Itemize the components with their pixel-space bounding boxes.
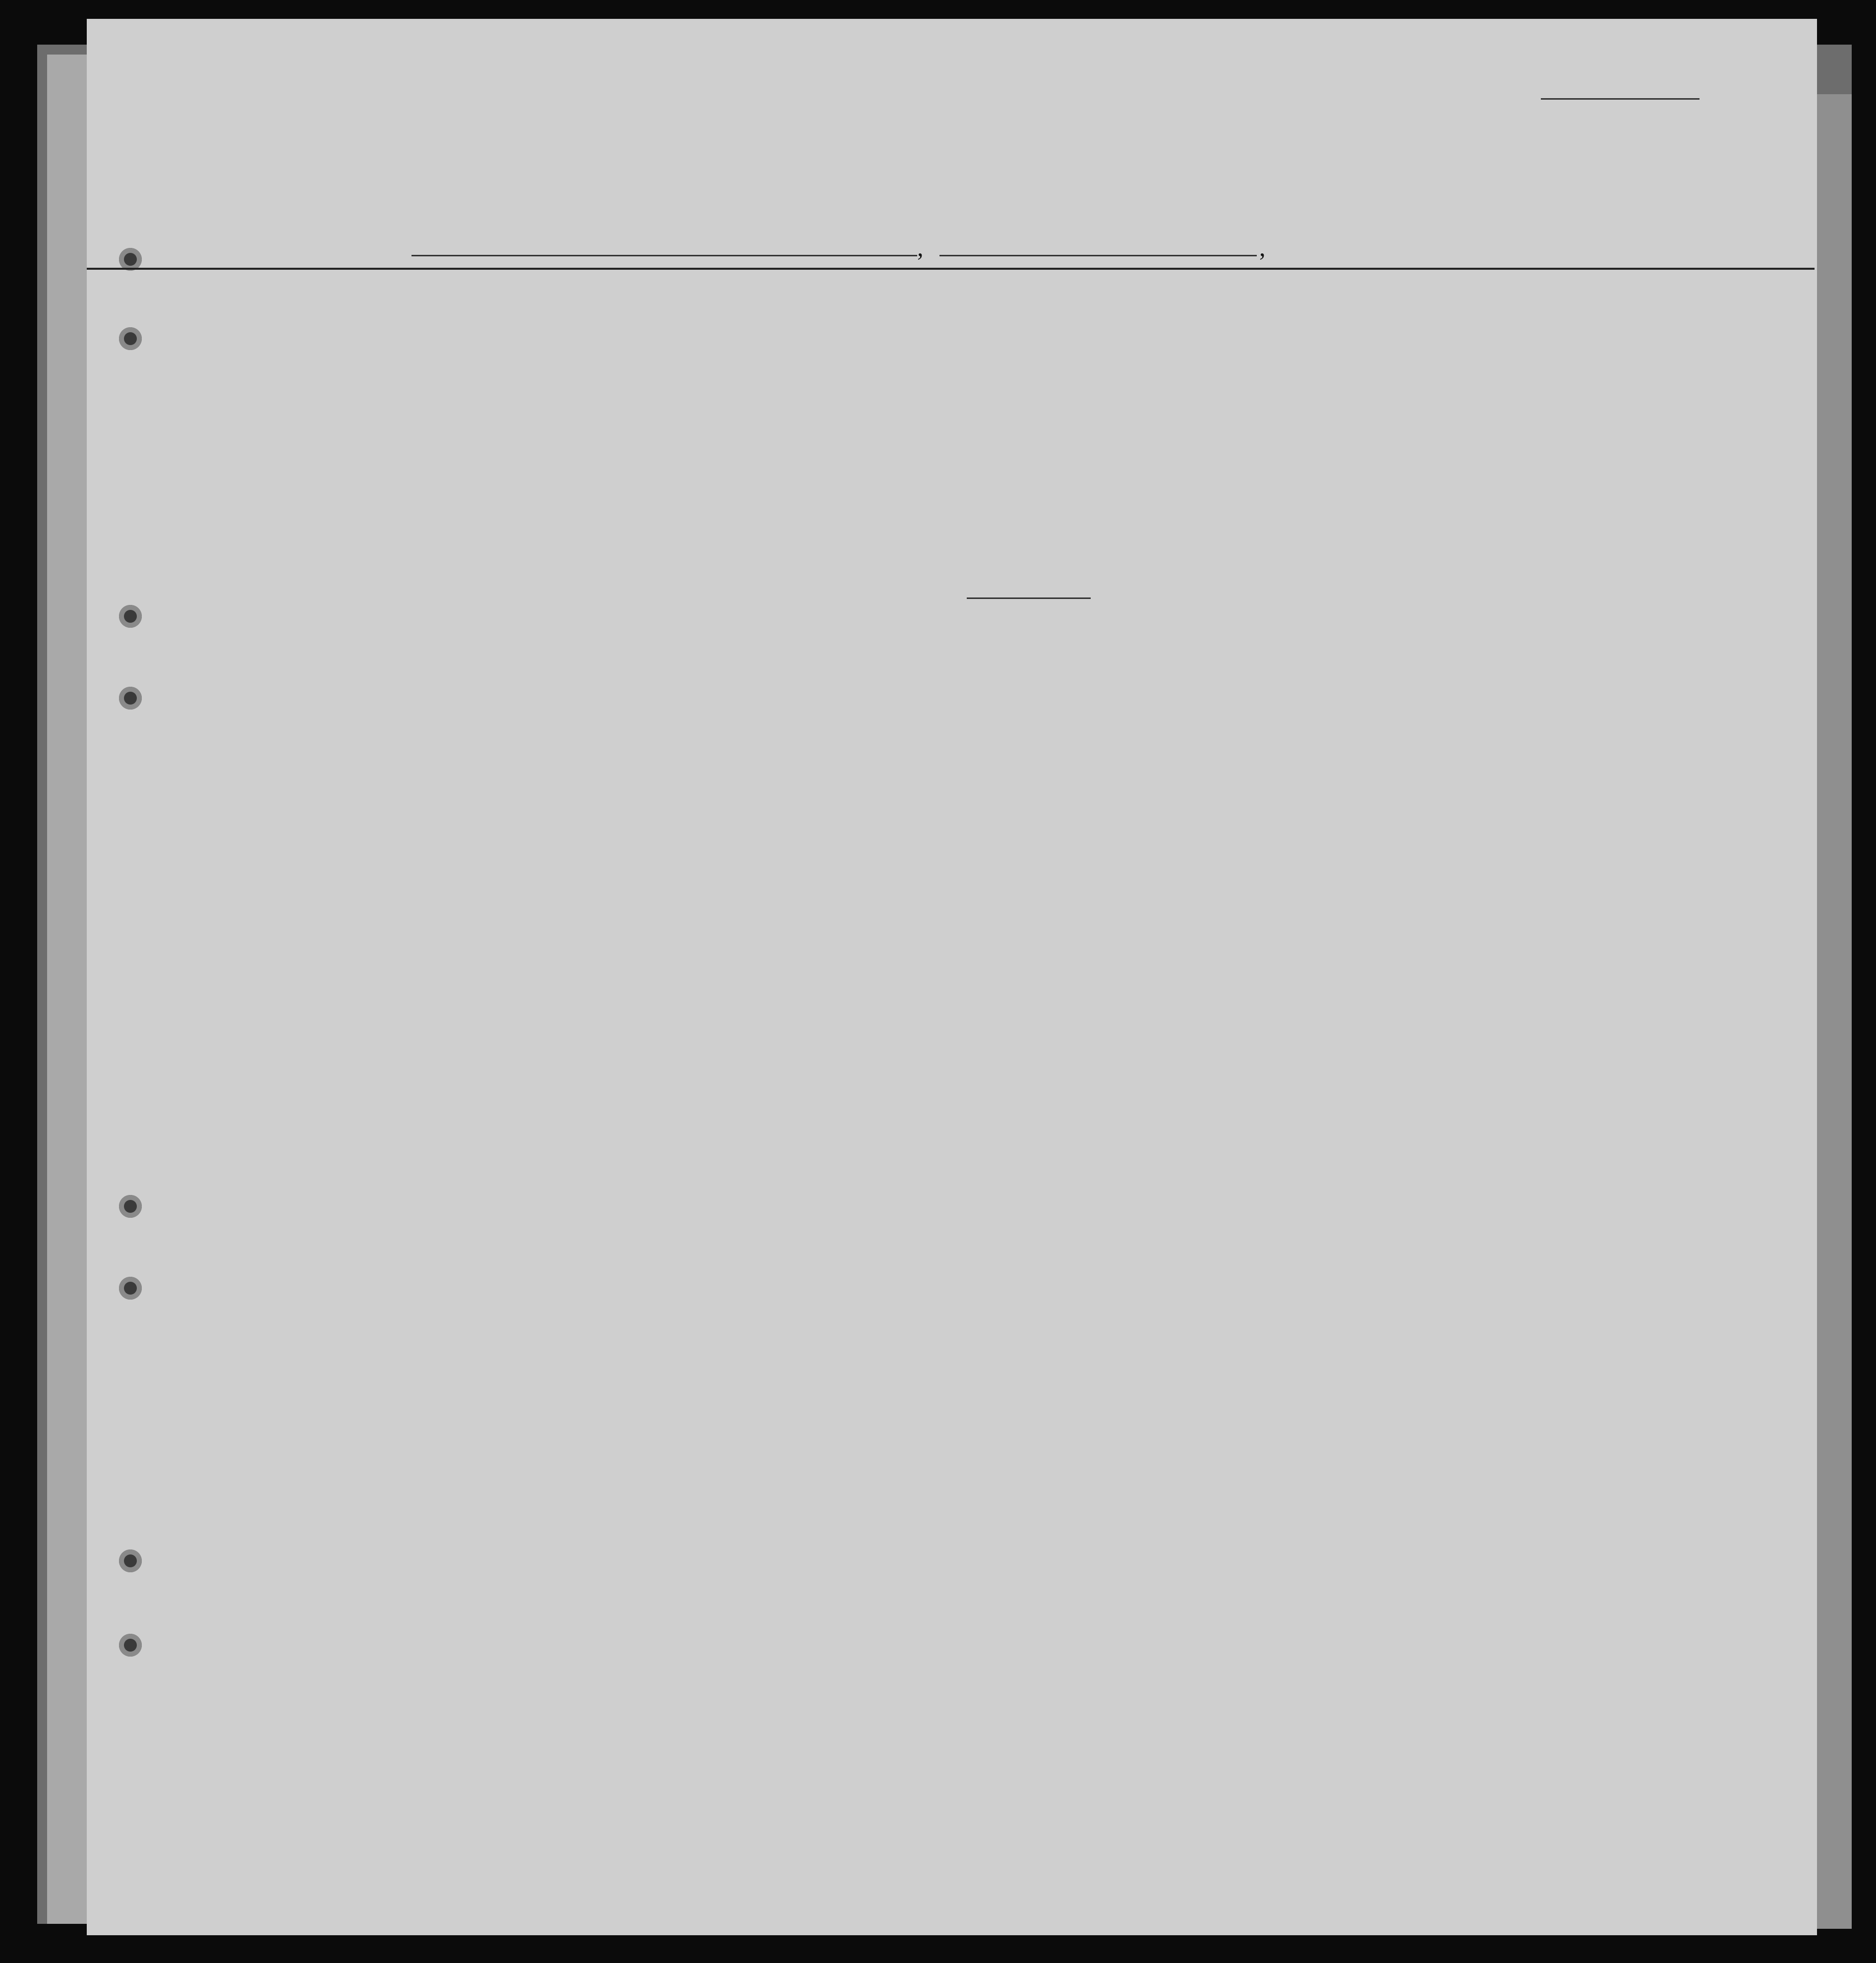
comma: , <box>917 234 924 261</box>
stowaway-underline <box>967 597 1091 599</box>
comma: , <box>1259 234 1266 261</box>
